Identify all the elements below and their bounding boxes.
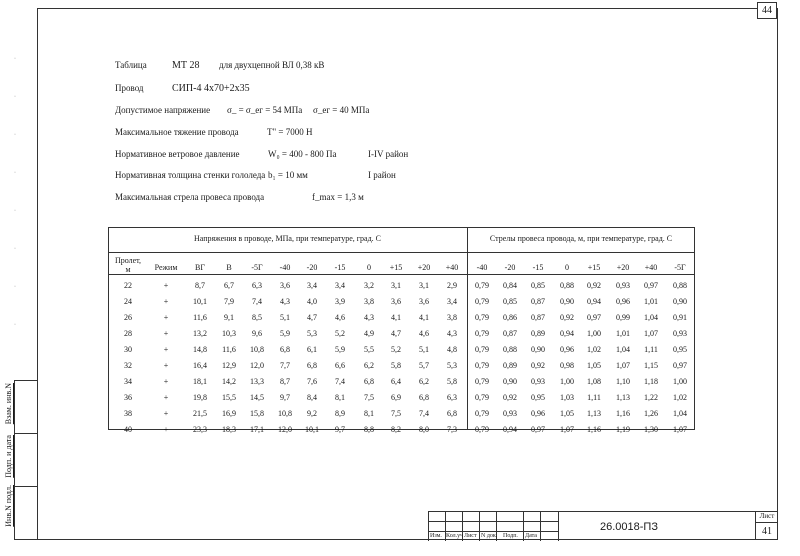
cell-stress: 10,1 bbox=[305, 425, 319, 434]
cell-sag: 0,98 bbox=[560, 361, 574, 370]
cell-sag: 1,00 bbox=[560, 377, 574, 386]
cell-stress: 3,6 bbox=[391, 297, 401, 306]
cell-stress: 23,3 bbox=[193, 425, 207, 434]
col-header-stress: +15 bbox=[389, 263, 403, 272]
cell-sag: 1,05 bbox=[560, 409, 574, 418]
header-table: Таблица МТ 28 для двухцепной ВЛ 0,38 кВ bbox=[115, 60, 325, 71]
col-header-stress: -40 bbox=[279, 263, 291, 272]
cell-sag: 1,04 bbox=[616, 345, 630, 354]
header-allowable-stress: Допустимое напряжение σ_ = σ_ег = 54 МПа σ_ег = 40 МПа bbox=[115, 105, 370, 115]
cell-stress: 8,9 bbox=[335, 409, 345, 418]
header-wind: Нормативное ветровое давление W₀ = 400 - 800 Па I-IV район bbox=[115, 149, 409, 159]
cell-stress: 8,7 bbox=[195, 281, 205, 290]
cell-stress: 7,5 bbox=[391, 409, 401, 418]
cell-stress: 5,3 bbox=[307, 329, 317, 338]
cell-stress: 6,3 bbox=[447, 393, 457, 402]
cell-stress: 4,7 bbox=[307, 313, 317, 322]
cell-stress: 14,2 bbox=[222, 377, 236, 386]
cell-mode: + bbox=[163, 425, 169, 434]
cell-stress: 11,6 bbox=[193, 313, 207, 322]
cell-stress: 13,2 bbox=[193, 329, 207, 338]
cell-span: 38 bbox=[124, 409, 132, 418]
cell-sag: 1,04 bbox=[673, 409, 687, 418]
cell-sag: 1,07 bbox=[616, 361, 630, 370]
cell-stress: 4,3 bbox=[447, 329, 457, 338]
cell-sag: 0,96 bbox=[531, 409, 545, 418]
cell-sag: 1,11 bbox=[587, 393, 601, 402]
cell-stress: 5,2 bbox=[335, 329, 345, 338]
cell-sag: 1,07 bbox=[560, 425, 574, 434]
col-header-stress: -20 bbox=[306, 263, 318, 272]
cell-stress: 6,6 bbox=[335, 361, 345, 370]
side-label-sign: Подп. и дата bbox=[4, 435, 13, 478]
cell-stress: 12,0 bbox=[278, 425, 292, 434]
cell-sag: 1,18 bbox=[644, 377, 658, 386]
cell-sag: 0,95 bbox=[673, 345, 687, 354]
cell-span: 24 bbox=[124, 297, 132, 306]
cell-stress: 8,4 bbox=[307, 393, 317, 402]
cell-sag: 1,16 bbox=[587, 425, 601, 434]
sheet-label: Лист bbox=[756, 511, 778, 523]
cell-stress: 19,8 bbox=[193, 393, 207, 402]
cell-sag: 0,94 bbox=[560, 329, 574, 338]
sag-title: Стрелы провеса провода, м, при температуре, град. С bbox=[489, 234, 673, 243]
cell-stress: 8,0 bbox=[419, 425, 429, 434]
side-label-inv: Инв.N подл. bbox=[4, 485, 13, 527]
cell-stress: 7,5 bbox=[364, 393, 374, 402]
cell-stress: 7,7 bbox=[280, 361, 290, 370]
cell-stress: 13,3 bbox=[250, 377, 264, 386]
col-header-stress: В bbox=[226, 263, 232, 272]
cell-sag: 1,11 bbox=[644, 345, 658, 354]
cell-sag: 1,15 bbox=[644, 361, 658, 370]
cell-stress: 5,9 bbox=[280, 329, 290, 338]
cell-mode: + bbox=[163, 297, 169, 306]
cell-stress: 7,3 bbox=[447, 425, 457, 434]
cell-sag: 0,91 bbox=[673, 313, 687, 322]
cell-sag: 0,79 bbox=[475, 297, 489, 306]
cell-span: 40 bbox=[124, 425, 132, 434]
cell-span: 28 bbox=[124, 329, 132, 338]
cell-sag: 0,93 bbox=[673, 329, 687, 338]
cell-sag: 1,02 bbox=[673, 393, 687, 402]
cell-sag: 0,79 bbox=[475, 345, 489, 354]
cell-stress: 3,6 bbox=[419, 297, 429, 306]
cell-stress: 6,8 bbox=[364, 377, 374, 386]
cell-sag: 0,79 bbox=[475, 361, 489, 370]
cell-stress: 8,1 bbox=[335, 393, 345, 402]
cell-mode: + bbox=[163, 329, 169, 338]
cell-stress: 6,8 bbox=[447, 409, 457, 418]
cell-stress: 10,3 bbox=[222, 329, 236, 338]
cell-sag: 0,79 bbox=[475, 409, 489, 418]
cell-sag: 1,19 bbox=[616, 425, 630, 434]
cell-stress: 10,8 bbox=[278, 409, 292, 418]
col-header-stress: -5Г bbox=[251, 263, 263, 272]
cell-sag: 0,86 bbox=[503, 313, 517, 322]
cell-mode: + bbox=[163, 361, 169, 370]
sheet-box bbox=[755, 511, 778, 540]
cell-stress: 14,5 bbox=[250, 393, 264, 402]
cell-stress: 6,8 bbox=[419, 393, 429, 402]
cell-sag: 0,97 bbox=[587, 313, 601, 322]
cell-sag: 0,94 bbox=[503, 425, 517, 434]
table-header-line bbox=[108, 252, 695, 253]
cell-sag: 0,93 bbox=[616, 281, 630, 290]
cell-stress: 16,9 bbox=[222, 409, 236, 418]
binding-marks: · · · · · · · · bbox=[14, 56, 16, 328]
cell-stress: 6,7 bbox=[224, 281, 234, 290]
cell-sag: 0,79 bbox=[475, 313, 489, 322]
cell-sag: 1,30 bbox=[644, 425, 658, 434]
header-max-sag: Максимальная стрела провеса провода f_max = 1,3 м bbox=[115, 192, 364, 202]
tb-label: Подп. bbox=[503, 533, 518, 539]
cell-sag: 0,90 bbox=[673, 297, 687, 306]
col-header-sag: +20 bbox=[616, 263, 630, 272]
cell-stress: 10,1 bbox=[193, 297, 207, 306]
header-max-tension: Максимальное тяжение провода Т" = 7000 Н bbox=[115, 127, 313, 137]
cell-stress: 7,4 bbox=[335, 377, 345, 386]
cell-stress: 16,4 bbox=[193, 361, 207, 370]
cell-stress: 3,4 bbox=[307, 281, 317, 290]
cell-stress: 15,5 bbox=[222, 393, 236, 402]
stress-title: Напряжения в проводе, МПа, при температуре, град. С bbox=[193, 234, 382, 243]
cell-stress: 6,2 bbox=[419, 377, 429, 386]
cell-sag: 0,96 bbox=[560, 345, 574, 354]
cell-sag: 1,00 bbox=[587, 329, 601, 338]
cell-span: 22 bbox=[124, 281, 132, 290]
cell-stress: 5,8 bbox=[447, 377, 457, 386]
cell-stress: 5,8 bbox=[391, 361, 401, 370]
cell-sag: 1,03 bbox=[560, 393, 574, 402]
cell-stress: 4,1 bbox=[391, 313, 401, 322]
cell-sag: 0,94 bbox=[587, 297, 601, 306]
cell-stress: 9,7 bbox=[335, 425, 345, 434]
cell-sag: 1,13 bbox=[616, 393, 630, 402]
col-header-sag: +15 bbox=[587, 263, 601, 272]
cell-mode: + bbox=[163, 313, 169, 322]
cell-stress: 4,8 bbox=[447, 345, 457, 354]
header-wire: Провод СИП-4 4х70+2х35 bbox=[115, 83, 250, 94]
col-header-sag: 0 bbox=[565, 263, 569, 272]
cell-stress: 3,8 bbox=[364, 297, 374, 306]
cell-sag: 0,87 bbox=[531, 297, 545, 306]
col-header-sag: +40 bbox=[644, 263, 658, 272]
cell-stress: 12,9 bbox=[222, 361, 236, 370]
cell-stress: 8,8 bbox=[364, 425, 374, 434]
cell-span: 32 bbox=[124, 361, 132, 370]
cell-stress: 5,3 bbox=[447, 361, 457, 370]
cell-sag: 0,84 bbox=[503, 281, 517, 290]
cell-stress: 7,4 bbox=[252, 297, 262, 306]
tb-label: Дата bbox=[525, 533, 537, 539]
cell-stress: 5,1 bbox=[280, 313, 290, 322]
col-header-stress: 0 bbox=[367, 263, 371, 272]
cell-stress: 6,2 bbox=[364, 361, 374, 370]
cell-sag: 0,95 bbox=[531, 393, 545, 402]
cell-sag: 0,85 bbox=[503, 297, 517, 306]
cell-mode: + bbox=[163, 345, 169, 354]
cell-stress: 3,4 bbox=[335, 281, 345, 290]
cell-stress: 4,7 bbox=[391, 329, 401, 338]
tb-label: Лист bbox=[464, 533, 477, 539]
cell-span: 36 bbox=[124, 393, 132, 402]
cell-stress: 3,2 bbox=[364, 281, 374, 290]
cell-sag: 0,87 bbox=[503, 329, 517, 338]
cell-sag: 1,07 bbox=[673, 425, 687, 434]
cell-stress: 4,9 bbox=[364, 329, 374, 338]
cell-stress: 8,1 bbox=[364, 409, 374, 418]
cell-stress: 9,2 bbox=[307, 409, 317, 418]
cell-stress: 15,8 bbox=[250, 409, 264, 418]
cell-stress: 6,4 bbox=[391, 377, 401, 386]
cell-sag: 0,97 bbox=[673, 361, 687, 370]
cell-sag: 0,96 bbox=[616, 297, 630, 306]
cell-sag: 0,79 bbox=[475, 393, 489, 402]
cell-sag: 0,89 bbox=[503, 361, 517, 370]
cell-span: 26 bbox=[124, 313, 132, 322]
cell-sag: 0,97 bbox=[531, 425, 545, 434]
cell-stress: 12,0 bbox=[250, 361, 264, 370]
cell-sag: 0,88 bbox=[560, 281, 574, 290]
cell-sag: 0,87 bbox=[531, 313, 545, 322]
cell-stress: 8,7 bbox=[280, 377, 290, 386]
cell-sag: 1,22 bbox=[644, 393, 658, 402]
cell-sag: 0,90 bbox=[503, 377, 517, 386]
cell-sag: 0,79 bbox=[475, 281, 489, 290]
cell-stress: 4,0 bbox=[307, 297, 317, 306]
cell-sag: 1,02 bbox=[587, 345, 601, 354]
col-header-mode: Режим bbox=[154, 263, 178, 272]
cell-sag: 1,26 bbox=[644, 409, 658, 418]
col-header-stress: -15 bbox=[334, 263, 346, 272]
cell-stress: 5,9 bbox=[335, 345, 345, 354]
cell-sag: 1,00 bbox=[673, 377, 687, 386]
cell-sag: 1,04 bbox=[644, 313, 658, 322]
col-header-span: Пролет, м bbox=[114, 256, 142, 274]
cell-sag: 0,92 bbox=[503, 393, 517, 402]
tb-label: Кол.уч bbox=[446, 533, 464, 539]
cell-stress: 5,1 bbox=[419, 345, 429, 354]
cell-stress: 7,4 bbox=[419, 409, 429, 418]
cell-sag: 0,92 bbox=[560, 313, 574, 322]
cell-stress: 3,1 bbox=[391, 281, 401, 290]
cell-mode: + bbox=[163, 281, 169, 290]
cell-stress: 8,5 bbox=[252, 313, 262, 322]
col-header-stress: +20 bbox=[417, 263, 431, 272]
table-header-line bbox=[108, 274, 695, 275]
col-header-stress: +40 bbox=[445, 263, 459, 272]
cell-stress: 4,3 bbox=[280, 297, 290, 306]
cell-stress: 6,9 bbox=[391, 393, 401, 402]
cell-stress: 5,7 bbox=[419, 361, 429, 370]
cell-sag: 0,89 bbox=[531, 329, 545, 338]
cell-sag: 0,99 bbox=[616, 313, 630, 322]
cell-stress: 5,5 bbox=[364, 345, 374, 354]
col-header-sag: -15 bbox=[532, 263, 544, 272]
cell-mode: + bbox=[163, 377, 169, 386]
cell-sag: 1,13 bbox=[587, 409, 601, 418]
cell-sag: 0,88 bbox=[673, 281, 687, 290]
cell-stress: 14,8 bbox=[193, 345, 207, 354]
cell-span: 34 bbox=[124, 377, 132, 386]
cell-stress: 5,2 bbox=[391, 345, 401, 354]
cell-stress: 11,6 bbox=[222, 345, 236, 354]
col-header-stress: ВГ bbox=[195, 263, 205, 272]
cell-sag: 0,90 bbox=[560, 297, 574, 306]
cell-stress: 4,6 bbox=[419, 329, 429, 338]
cell-stress: 21,5 bbox=[193, 409, 207, 418]
cell-sag: 1,07 bbox=[644, 329, 658, 338]
cell-mode: + bbox=[163, 393, 169, 402]
cell-stress: 18,1 bbox=[193, 377, 207, 386]
cell-stress: 4,1 bbox=[419, 313, 429, 322]
cell-sag: 1,10 bbox=[616, 377, 630, 386]
cell-sag: 1,01 bbox=[616, 329, 630, 338]
col-header-sag: -5Г bbox=[674, 263, 686, 272]
cell-stress: 9,7 bbox=[280, 393, 290, 402]
cell-sag: 0,79 bbox=[475, 329, 489, 338]
col-header-sag: -40 bbox=[476, 263, 488, 272]
cell-stress: 3,8 bbox=[447, 313, 457, 322]
cell-sag: 1,05 bbox=[587, 361, 601, 370]
cell-stress: 7,9 bbox=[224, 297, 234, 306]
header-ice: Нормативная толщина стенки гололеда b₁ = 10 мм I район bbox=[115, 170, 396, 180]
cell-sag: 1,08 bbox=[587, 377, 601, 386]
cell-sag: 0,93 bbox=[503, 409, 517, 418]
cell-sag: 0,85 bbox=[531, 281, 545, 290]
cell-stress: 7,6 bbox=[307, 377, 317, 386]
cell-stress: 6,8 bbox=[280, 345, 290, 354]
cell-sag: 0,90 bbox=[531, 345, 545, 354]
cell-sag: 0,92 bbox=[587, 281, 601, 290]
cell-sag: 0,93 bbox=[531, 377, 545, 386]
cell-stress: 6,8 bbox=[307, 361, 317, 370]
sheet-number: 41 bbox=[762, 526, 772, 537]
cell-sag: 0,79 bbox=[475, 425, 489, 434]
tb-label: Изм. bbox=[430, 533, 442, 539]
cell-stress: 9,1 bbox=[224, 313, 234, 322]
cell-stress: 3,1 bbox=[419, 281, 429, 290]
page-number: 44 bbox=[757, 2, 777, 19]
cell-stress: 8,2 bbox=[391, 425, 401, 434]
cell-stress: 18,3 bbox=[222, 425, 236, 434]
side-label-replace: Взам. инв.N bbox=[4, 383, 13, 425]
cell-stress: 3,9 bbox=[335, 297, 345, 306]
cell-stress: 4,3 bbox=[364, 313, 374, 322]
cell-stress: 4,6 bbox=[335, 313, 345, 322]
cell-stress: 10,8 bbox=[250, 345, 264, 354]
cell-stress: 2,9 bbox=[447, 281, 457, 290]
side-stamp bbox=[14, 380, 37, 540]
cell-mode: + bbox=[163, 409, 169, 418]
document-id: 26.0018-ПЗ bbox=[600, 521, 658, 533]
cell-span: 30 bbox=[124, 345, 132, 354]
cell-stress: 6,3 bbox=[252, 281, 262, 290]
cell-sag: 0,97 bbox=[644, 281, 658, 290]
cell-sag: 1,01 bbox=[644, 297, 658, 306]
cell-stress: 9,6 bbox=[252, 329, 262, 338]
cell-sag: 0,79 bbox=[475, 377, 489, 386]
cell-sag: 0,88 bbox=[503, 345, 517, 354]
cell-stress: 3,4 bbox=[447, 297, 457, 306]
cell-sag: 0,92 bbox=[531, 361, 545, 370]
cell-sag: 1,16 bbox=[616, 409, 630, 418]
cell-stress: 6,1 bbox=[307, 345, 317, 354]
tb-label: N док. bbox=[481, 533, 498, 539]
col-header-sag: -20 bbox=[504, 263, 516, 272]
cell-stress: 3,6 bbox=[280, 281, 290, 290]
cell-stress: 17,1 bbox=[250, 425, 264, 434]
